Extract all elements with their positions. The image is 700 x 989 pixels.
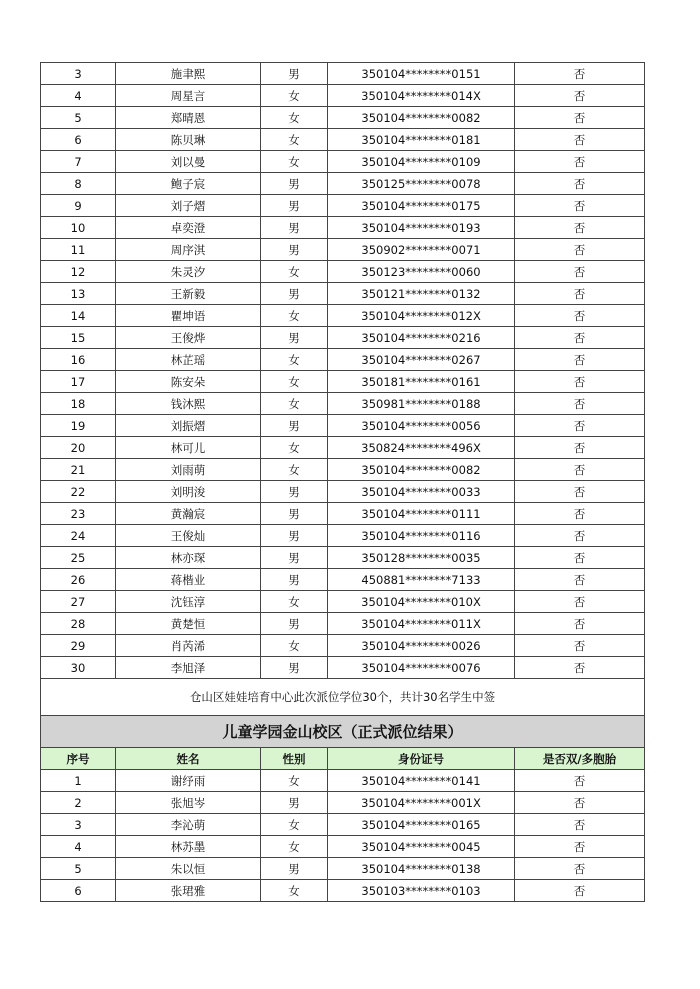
table-row [41,836,645,858]
cell-twin: 否 [515,349,645,371]
cell-no: 3 [41,63,116,85]
cell-no: 3 [41,814,116,836]
summary-note: 仓山区娃娃培育中心此次派位学位30个，共计30名学生中签 [41,679,645,716]
cell-twin: 否 [515,239,645,261]
cell-twin: 否 [515,836,645,858]
section1-footer [41,679,645,770]
table-row [41,151,645,173]
cell-name: 沈钰淳 [116,591,261,613]
cell-no: 5 [41,858,116,880]
allocation-table [40,62,645,902]
cell-name: 刘子熠 [116,195,261,217]
cell-id: 350104********0109 [328,151,515,173]
table-row [41,437,645,459]
cell-name: 朱以恒 [116,858,261,880]
cell-no: 26 [41,569,116,591]
cell-id: 350981********0188 [328,393,515,415]
cell-gender: 男 [261,858,328,880]
cell-id: 350123********0060 [328,261,515,283]
table-row [41,107,645,129]
header-id: 身份证号 [328,748,515,770]
cell-gender: 女 [261,591,328,613]
table-row [41,415,645,437]
cell-gender: 男 [261,481,328,503]
table-row [41,217,645,239]
cell-gender: 男 [261,327,328,349]
cell-twin: 否 [515,569,645,591]
cell-twin: 否 [515,415,645,437]
cell-gender: 男 [261,283,328,305]
cell-name: 李沁萌 [116,814,261,836]
cell-gender: 男 [261,217,328,239]
cell-id: 350902********0071 [328,239,515,261]
cell-id: 350104********0165 [328,814,515,836]
cell-name: 陈安朵 [116,371,261,393]
cell-no: 14 [41,305,116,327]
cell-twin: 否 [515,481,645,503]
cell-no: 13 [41,283,116,305]
table-row [41,547,645,569]
cell-no: 19 [41,415,116,437]
cell-no: 4 [41,85,116,107]
cell-id: 350104********012X [328,305,515,327]
cell-name: 周序淇 [116,239,261,261]
table-row [41,525,645,547]
section1-body [41,63,645,679]
cell-id: 350104********0082 [328,107,515,129]
cell-no: 10 [41,217,116,239]
cell-no: 18 [41,393,116,415]
cell-twin: 否 [515,880,645,902]
cell-id: 350104********0181 [328,129,515,151]
header-name: 姓名 [116,748,261,770]
cell-no: 25 [41,547,116,569]
cell-id: 350104********001X [328,792,515,814]
cell-twin: 否 [515,327,645,349]
cell-name: 张珺雅 [116,880,261,902]
cell-name: 林可儿 [116,437,261,459]
cell-gender: 女 [261,305,328,327]
cell-id: 350104********011X [328,613,515,635]
cell-name: 卓奕澄 [116,217,261,239]
cell-id: 350104********0151 [328,63,515,85]
cell-gender: 男 [261,63,328,85]
cell-twin: 否 [515,107,645,129]
cell-twin: 否 [515,503,645,525]
cell-twin: 否 [515,283,645,305]
cell-name: 刘振熠 [116,415,261,437]
table-row [41,63,645,85]
cell-twin: 否 [515,151,645,173]
cell-no: 22 [41,481,116,503]
cell-id: 350104********0111 [328,503,515,525]
cell-name: 王俊灿 [116,525,261,547]
cell-gender: 女 [261,635,328,657]
cell-id: 350104********010X [328,591,515,613]
table-row [41,635,645,657]
cell-no: 2 [41,792,116,814]
cell-name: 张旭岑 [116,792,261,814]
cell-name: 朱灵汐 [116,261,261,283]
cell-id: 350104********0216 [328,327,515,349]
cell-name: 林芷瑶 [116,349,261,371]
cell-twin: 否 [515,217,645,239]
cell-no: 8 [41,173,116,195]
cell-twin: 否 [515,657,645,679]
cell-no: 24 [41,525,116,547]
cell-id: 350104********0045 [328,836,515,858]
cell-id: 350104********0175 [328,195,515,217]
cell-name: 黄瀚宸 [116,503,261,525]
cell-gender: 女 [261,880,328,902]
cell-twin: 否 [515,393,645,415]
cell-id: 350104********014X [328,85,515,107]
cell-id: 350104********0116 [328,525,515,547]
table-row [41,261,645,283]
cell-gender: 男 [261,792,328,814]
cell-gender: 女 [261,393,328,415]
cell-name: 周星言 [116,85,261,107]
cell-gender: 女 [261,107,328,129]
cell-no: 6 [41,129,116,151]
cell-id: 350121********0132 [328,283,515,305]
table-row [41,569,645,591]
cell-gender: 男 [261,657,328,679]
cell-gender: 女 [261,85,328,107]
cell-name: 鲍子宸 [116,173,261,195]
cell-name: 林苏墨 [116,836,261,858]
cell-name: 谢纾雨 [116,770,261,792]
cell-id: 450881********7133 [328,569,515,591]
cell-name: 钱沐熙 [116,393,261,415]
cell-gender: 男 [261,525,328,547]
cell-id: 350104********0033 [328,481,515,503]
cell-gender: 男 [261,239,328,261]
cell-no: 29 [41,635,116,657]
table-row [41,880,645,902]
cell-gender: 男 [261,415,328,437]
table-row [41,657,645,679]
cell-name: 郑晴恩 [116,107,261,129]
header-gender: 性别 [261,748,328,770]
cell-name: 林亦琛 [116,547,261,569]
cell-twin: 否 [515,85,645,107]
cell-gender: 男 [261,613,328,635]
table-row [41,349,645,371]
table-row [41,305,645,327]
table-row [41,283,645,305]
cell-name: 黄楚恒 [116,613,261,635]
cell-no: 27 [41,591,116,613]
cell-gender: 女 [261,349,328,371]
table-row [41,393,645,415]
cell-no: 28 [41,613,116,635]
table-row [41,591,645,613]
cell-name: 施聿熙 [116,63,261,85]
cell-id: 350103********0103 [328,880,515,902]
table-row [41,173,645,195]
cell-id: 350104********0267 [328,349,515,371]
cell-twin: 否 [515,129,645,151]
table-row [41,239,645,261]
cell-twin: 否 [515,459,645,481]
cell-id: 350125********0078 [328,173,515,195]
cell-twin: 否 [515,814,645,836]
cell-id: 350128********0035 [328,547,515,569]
cell-name: 蒋楷业 [116,569,261,591]
header-twin: 是否双/多胞胎 [515,748,645,770]
cell-gender: 女 [261,437,328,459]
cell-no: 23 [41,503,116,525]
cell-gender: 男 [261,195,328,217]
cell-name: 刘雨萌 [116,459,261,481]
cell-no: 16 [41,349,116,371]
table-row [41,613,645,635]
table-row [41,792,645,814]
cell-id: 350104********0141 [328,770,515,792]
cell-gender: 女 [261,770,328,792]
cell-no: 7 [41,151,116,173]
cell-no: 4 [41,836,116,858]
table-row [41,503,645,525]
cell-gender: 女 [261,151,328,173]
cell-twin: 否 [515,63,645,85]
cell-name: 王俊烨 [116,327,261,349]
cell-no: 30 [41,657,116,679]
cell-twin: 否 [515,371,645,393]
cell-id: 350104********0082 [328,459,515,481]
cell-gender: 女 [261,371,328,393]
cell-twin: 否 [515,613,645,635]
cell-name: 肖芮浠 [116,635,261,657]
cell-twin: 否 [515,261,645,283]
cell-gender: 男 [261,503,328,525]
table-row [41,858,645,880]
cell-name: 刘明浚 [116,481,261,503]
cell-twin: 否 [515,635,645,657]
cell-no: 15 [41,327,116,349]
section-title-row [41,716,645,748]
cell-id: 350824********496X [328,437,515,459]
cell-name: 王新毅 [116,283,261,305]
cell-no: 6 [41,880,116,902]
cell-name: 李旭泽 [116,657,261,679]
table-row [41,129,645,151]
cell-gender: 男 [261,173,328,195]
cell-id: 350104********0138 [328,858,515,880]
table-row [41,371,645,393]
cell-twin: 否 [515,195,645,217]
table-row [41,481,645,503]
cell-no: 17 [41,371,116,393]
cell-no: 5 [41,107,116,129]
cell-twin: 否 [515,173,645,195]
cell-no: 20 [41,437,116,459]
header-no: 序号 [41,748,116,770]
cell-id: 350181********0161 [328,371,515,393]
cell-gender: 女 [261,459,328,481]
cell-no: 1 [41,770,116,792]
cell-twin: 否 [515,770,645,792]
cell-no: 11 [41,239,116,261]
cell-twin: 否 [515,437,645,459]
table-row [41,195,645,217]
cell-name: 刘以曼 [116,151,261,173]
cell-twin: 否 [515,547,645,569]
cell-name: 瞿坤语 [116,305,261,327]
cell-twin: 否 [515,525,645,547]
table-row [41,459,645,481]
table-row [41,327,645,349]
cell-gender: 男 [261,547,328,569]
cell-twin: 否 [515,305,645,327]
cell-gender: 女 [261,261,328,283]
summary-note-row [41,679,645,716]
cell-twin: 否 [515,591,645,613]
cell-gender: 女 [261,129,328,151]
cell-name: 陈贝琳 [116,129,261,151]
section2-body [41,770,645,902]
cell-gender: 女 [261,814,328,836]
cell-no: 12 [41,261,116,283]
cell-id: 350104********0026 [328,635,515,657]
cell-gender: 女 [261,836,328,858]
cell-id: 350104********0193 [328,217,515,239]
cell-twin: 否 [515,792,645,814]
cell-no: 9 [41,195,116,217]
table-row [41,814,645,836]
cell-id: 350104********0056 [328,415,515,437]
table-row [41,85,645,107]
cell-id: 350104********0076 [328,657,515,679]
section-title: 儿童学园金山校区（正式派位结果） [41,716,645,748]
cell-twin: 否 [515,858,645,880]
cell-gender: 男 [261,569,328,591]
column-header-row [41,748,645,770]
cell-no: 21 [41,459,116,481]
table-row [41,770,645,792]
